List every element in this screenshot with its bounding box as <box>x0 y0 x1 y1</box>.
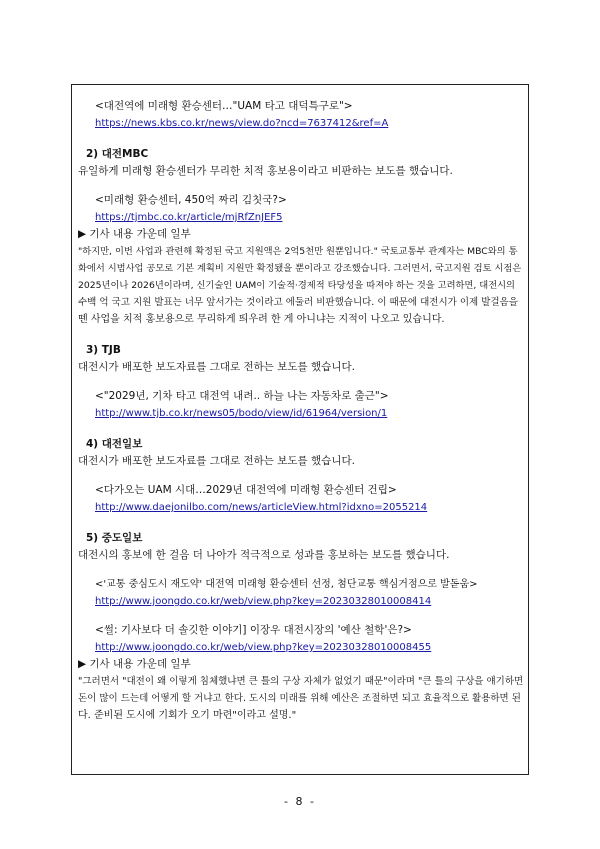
section-heading-mbc: 2) 대전MBC <box>86 148 149 160</box>
tjb-article-title: <"2029년, 기차 타고 대전역 내려.. 하늘 나는 자동차로 출근"> <box>95 390 389 402</box>
page-number: - 8 - <box>284 795 316 808</box>
mbc-excerpt-line-1: "하지만, 이번 사업과 관련해 확정된 국고 지원액은 2억5천만 원뿐입니다." 국토교통부 관계자는 MBC와의 통 <box>78 246 518 257</box>
daejonilbo-article-title: <다가오는 UAM 시대…2029년 대전역에 미래형 환승센터 건립> <box>95 484 397 496</box>
joongdo-article-1-title: <'교통 중심도시 재도약' 대전역 미래형 환승센터 선정, 첨단교통 핵심거점으로 발돋움> <box>95 579 478 590</box>
tjb-article-link[interactable]: http://www.tjb.co.kr/news05/bodo/view/id/61964/version/1 <box>95 408 388 419</box>
mbc-excerpt-line-3: 2025년이나 2026년이라며, 신기술인 UAM이 기술적·경제적 타당성을 따져야 하는 것을 고려하면, 대전시의 <box>78 280 515 291</box>
joongdo-excerpt-line-3: 다. 준비된 도시에 기회가 오기 마련"이라고 설명." <box>78 710 297 721</box>
section-heading-tjb: 3) TJB <box>86 344 121 356</box>
kbs-article-title: <대전역에 미래형 환승센터…"UAM 타고 대덕특구로"> <box>95 100 353 112</box>
mbc-summary: 유일하게 미래형 환승센터가 무리한 치적 홍보용이라고 비판하는 보도를 했습니다. <box>78 165 453 177</box>
tjb-summary: 대전시가 배포한 보도자료를 그대로 전하는 보도를 했습니다. <box>78 361 355 373</box>
joongdo-excerpt-label: ▶ 기사 내용 가운데 일부 <box>78 658 191 670</box>
joongdo-article-2-title: <썰: 기사보다 더 솔깃한 이야기] 이장우 대전시장의 '예산 철학'은?> <box>95 624 412 636</box>
mbc-excerpt-line-4: 수백 억 국고 지원 발표는 너무 앞서가는 것이라고 에둘러 비판했습니다. 이 때문에 대전시가 이제 발걸음을 <box>78 297 518 308</box>
mbc-excerpt-line-5: 뗀 사업을 치적 홍보용으로 무리하게 띄우려 한 게 아니냐는 지적이 나오고 있습니다. <box>78 314 445 325</box>
joongdo-summary: 대전시의 홍보에 한 걸음 더 나아가 적극적으로 성과를 홍보하는 보도를 했습니다. <box>78 549 450 561</box>
joongdo-article-2-link[interactable]: http://www.joongdo.co.kr/web/view.php?key=20230328010008455 <box>95 642 432 653</box>
joongdo-excerpt-line-2: 돈이 많이 드는데 어떻게 할 거냐고 한다. 도시의 미래를 위해 예산은 조절하면 되고 효율적으로 활용하면 된 <box>78 693 521 704</box>
joongdo-excerpt-line-1: "그러면서 "대전이 왜 이렇게 침체했냐면 큰 틀의 구상 자체가 없었기 때문"이라며 "큰 틀의 구상을 얘기하면 <box>78 676 524 687</box>
mbc-article-title: <미래형 환승센터, 450억 짜리 김칫국?> <box>95 194 287 206</box>
daejonilbo-article-link[interactable]: http://www.daejonilbo.com/news/articleView.html?idxno=2055214 <box>95 502 428 513</box>
kbs-article-link[interactable]: https://news.kbs.co.kr/news/view.do?ncd=7637412&ref=A <box>95 118 389 129</box>
document-frame <box>71 84 529 775</box>
mbc-article-link[interactable]: https://tjmbc.co.kr/article/mjRfZnJEF5 <box>95 212 283 223</box>
daejonilbo-summary: 대전시가 배포한 보도자료를 그대로 전하는 보도를 했습니다. <box>78 455 355 467</box>
joongdo-article-1-link[interactable]: http://www.joongdo.co.kr/web/view.php?key=20230328010008414 <box>95 596 432 607</box>
mbc-excerpt-label: ▶ 기사 내용 가운데 일부 <box>78 228 191 240</box>
section-heading-daejonilbo: 4) 대전일보 <box>86 438 143 450</box>
section-heading-joongdo: 5) 중도일보 <box>86 532 143 544</box>
mbc-excerpt-line-2: 화에서 시범사업 공모로 기본 계획비 지원만 확정됐을 뿐이라고 강조했습니다. 그러면서, 국고지원 검토 시점은 <box>78 263 522 274</box>
